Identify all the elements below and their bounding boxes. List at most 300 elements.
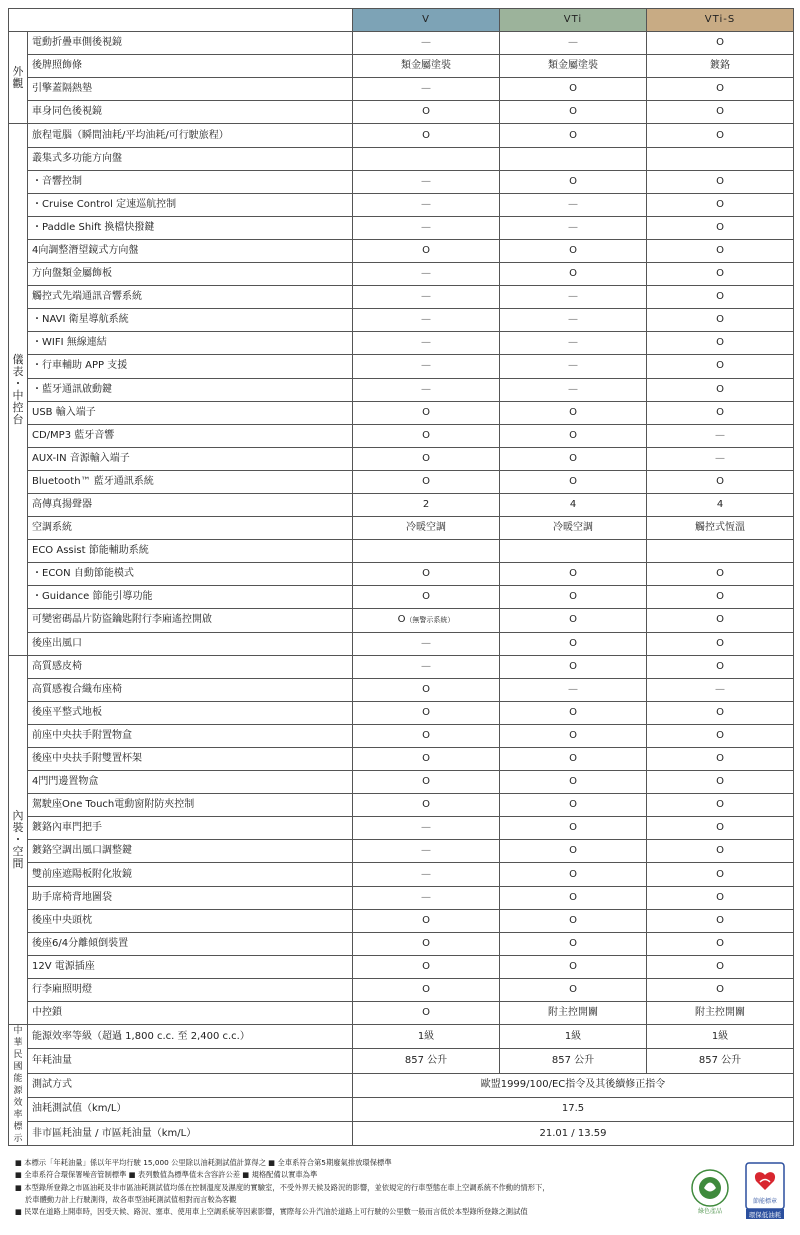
value-text: — xyxy=(568,383,578,395)
value-cell xyxy=(500,424,647,447)
value-cell xyxy=(647,794,794,817)
value-text: O xyxy=(569,891,577,903)
value-cell xyxy=(353,517,500,540)
value-cell xyxy=(647,78,794,101)
value-text: O xyxy=(422,591,430,603)
value-cell xyxy=(500,1002,647,1025)
value-text: — xyxy=(715,429,725,441)
value-cell xyxy=(353,193,500,216)
value-text: O xyxy=(569,637,577,649)
table-row xyxy=(9,147,794,170)
value-cell xyxy=(647,701,794,724)
value-text: O xyxy=(569,868,577,880)
value-text: O xyxy=(716,614,724,626)
value-text: — xyxy=(421,314,431,326)
value-text: O xyxy=(422,244,430,256)
spec-table xyxy=(8,8,794,1146)
feature-label: 方向盤類金屬飾板 xyxy=(28,263,353,286)
table-row xyxy=(9,517,794,540)
table-row xyxy=(9,955,794,978)
table-row xyxy=(9,632,794,655)
value-text: O xyxy=(716,221,724,233)
value-text: O xyxy=(716,268,724,280)
value-text: — xyxy=(421,337,431,349)
table-row xyxy=(9,978,794,1001)
value-cell xyxy=(647,447,794,470)
value-text: O xyxy=(569,983,577,995)
feature-label: 助手席椅背地圖袋 xyxy=(28,886,353,909)
value-cell xyxy=(353,216,500,239)
value-cell xyxy=(353,678,500,701)
value-text: O xyxy=(716,568,724,580)
value-cell xyxy=(647,32,794,55)
value-text: O xyxy=(422,106,430,118)
value-text: O xyxy=(422,914,430,926)
value-cell xyxy=(647,909,794,932)
footnotes xyxy=(15,1157,675,1218)
value-cell xyxy=(500,678,647,701)
table-row xyxy=(9,216,794,239)
feature-label: ・ECON 自動節能模式 xyxy=(28,563,353,586)
value-cell xyxy=(500,170,647,193)
value-text: O xyxy=(716,845,724,857)
value-text: O xyxy=(569,960,577,972)
value-text: O xyxy=(716,314,724,326)
value-cell xyxy=(500,978,647,1001)
value-text: O xyxy=(716,822,724,834)
feature-label: 高傳真揚聲器 xyxy=(28,493,353,516)
value-cell xyxy=(647,239,794,262)
footnote-line: ■ 本標示「年耗油量」係以年平均行駛 15,000 公里除以油耗測試值計算得之 ■ 全車系符合第5期廢氣排放環保標準 xyxy=(15,1158,392,1167)
value-cell xyxy=(500,1049,647,1073)
value-cell xyxy=(353,401,500,424)
feature-label: ・Paddle Shift 換檔快撥鍵 xyxy=(28,216,353,239)
value-text: O xyxy=(716,383,724,395)
table-row xyxy=(9,470,794,493)
table-row xyxy=(9,794,794,817)
value-cell xyxy=(500,216,647,239)
value-cell xyxy=(647,724,794,747)
value-cell xyxy=(353,424,500,447)
table-row xyxy=(9,678,794,701)
value-cell xyxy=(353,586,500,609)
value-cell xyxy=(647,263,794,286)
value-cell xyxy=(647,493,794,516)
value-text: O xyxy=(569,175,577,187)
feature-label: 後座6/4分離傾倒裝置 xyxy=(28,932,353,955)
value-cell xyxy=(500,32,647,55)
value-cell xyxy=(353,886,500,909)
value-cell xyxy=(500,863,647,886)
value-cell xyxy=(500,263,647,286)
group-label: 外 觀 xyxy=(9,32,28,124)
value-cell xyxy=(500,470,647,493)
value-cell xyxy=(353,55,500,78)
value-cell xyxy=(353,493,500,516)
value-text: — xyxy=(568,337,578,349)
table-row xyxy=(9,840,794,863)
header-corner xyxy=(9,9,353,32)
value-text: — xyxy=(568,683,578,695)
table-row xyxy=(9,32,794,55)
table-row xyxy=(9,817,794,840)
column-header-vti: VTi xyxy=(500,9,647,32)
value-text: O xyxy=(716,198,724,210)
feature-label: Bluetooth™ 藍牙通訊系統 xyxy=(28,470,353,493)
value-cell xyxy=(353,1025,500,1049)
value-text: — xyxy=(568,198,578,210)
value-cell xyxy=(500,655,647,678)
green-mark-text: 綠色產品 xyxy=(697,1208,723,1215)
value-text: — xyxy=(421,383,431,395)
value-cell xyxy=(353,170,500,193)
value-cell xyxy=(500,1025,647,1049)
value-text: O xyxy=(569,83,577,95)
table-row xyxy=(9,586,794,609)
value-cell xyxy=(353,655,500,678)
feature-label: 引擎蓋隔熱墊 xyxy=(28,78,353,101)
value-text: — xyxy=(421,37,431,49)
value-cell xyxy=(647,101,794,124)
value-text: O xyxy=(569,406,577,418)
value-cell xyxy=(500,609,647,632)
value-text: O xyxy=(716,868,724,880)
value-cell xyxy=(500,563,647,586)
value-cell xyxy=(353,978,500,1001)
feature-label: 測試方式 xyxy=(28,1073,353,1097)
value-cell xyxy=(353,540,500,563)
value-cell xyxy=(353,78,500,101)
feature-label: CD/MP3 藍牙音響 xyxy=(28,424,353,447)
feature-label: 空調系統 xyxy=(28,517,353,540)
table-row xyxy=(9,563,794,586)
table-row xyxy=(9,263,794,286)
value-cell xyxy=(353,863,500,886)
feature-label: 後座中央扶手附雙置杯架 xyxy=(28,748,353,771)
value-cell xyxy=(353,609,500,632)
value-cell xyxy=(647,955,794,978)
feature-label: ・音響控制 xyxy=(28,170,353,193)
value-cell xyxy=(500,517,647,540)
value-text: O xyxy=(569,429,577,441)
value-cell xyxy=(647,748,794,771)
feature-label: 旅程電腦（瞬間油耗/平均油耗/可行駛旅程） xyxy=(28,124,353,147)
feature-label: ・藍牙通訊啟動鍵 xyxy=(28,378,353,401)
value-text: O xyxy=(422,960,430,972)
footnote-line: ■ 全車系符合環保署噪音管制標準 ■ 表列數值為標準值未含容許公差 ■ 規格配備以實車為準 xyxy=(15,1170,318,1180)
value-cell xyxy=(500,447,647,470)
feature-label: 年耗油量 xyxy=(28,1049,353,1073)
green-mark-logo xyxy=(692,1170,728,1215)
value-cell xyxy=(353,239,500,262)
energy-label-logo xyxy=(746,1163,784,1219)
table-row xyxy=(9,378,794,401)
feature-label: 高質感皮椅 xyxy=(28,655,353,678)
value-cell xyxy=(647,355,794,378)
feature-label: ・Guidance 節能引導功能 xyxy=(28,586,353,609)
value-text: O xyxy=(716,129,724,141)
value-text: O xyxy=(569,822,577,834)
value-text: — xyxy=(421,198,431,210)
value-text: O xyxy=(422,429,430,441)
value-text: O xyxy=(422,706,430,718)
group-label: 儀 表 ・ 中 控 台 xyxy=(9,124,28,655)
table-row xyxy=(9,55,794,78)
merged-value-cell: 17.5 xyxy=(353,1097,794,1121)
value-text: 1級 xyxy=(711,1030,729,1042)
merged-value-cell: 歐盟1999/100/EC指令及其後續修正指令 xyxy=(353,1073,794,1097)
value-cell xyxy=(647,586,794,609)
feature-label: ・NAVI 衛星導航系統 xyxy=(28,309,353,332)
value-text: O xyxy=(569,268,577,280)
feature-label: 12V 電源插座 xyxy=(28,955,353,978)
value-text: O xyxy=(422,568,430,580)
value-cell xyxy=(647,978,794,1001)
value-cell xyxy=(353,286,500,309)
feature-label: 後牌照飾條 xyxy=(28,55,353,78)
value-text: 857 公升 xyxy=(698,1054,742,1066)
value-text: 鍍鉻 xyxy=(710,60,730,72)
value-text: — xyxy=(421,845,431,857)
value-text: O xyxy=(422,683,430,695)
feature-label: ・行車輔助 APP 支援 xyxy=(28,355,353,378)
value-text: O xyxy=(569,706,577,718)
table-row xyxy=(9,239,794,262)
value-cell xyxy=(647,147,794,170)
value-cell xyxy=(353,101,500,124)
value-text: O xyxy=(569,914,577,926)
value-text: — xyxy=(421,175,431,187)
value-cell xyxy=(353,1002,500,1025)
table-row xyxy=(9,1121,794,1145)
value-text: — xyxy=(421,822,431,834)
value-cell xyxy=(353,355,500,378)
value-text: O xyxy=(422,406,430,418)
value-cell xyxy=(353,563,500,586)
feature-label: 4門門邊置物盒 xyxy=(28,771,353,794)
energy-label-text: 節能標章 xyxy=(752,1198,778,1205)
value-cell xyxy=(500,886,647,909)
table-row xyxy=(9,1025,794,1049)
value-text: — xyxy=(421,268,431,280)
value-cell xyxy=(647,470,794,493)
value-text: O xyxy=(716,753,724,765)
value-cell xyxy=(353,124,500,147)
feature-label: 後座出風口 xyxy=(28,632,353,655)
value-cell xyxy=(647,886,794,909)
value-cell xyxy=(353,724,500,747)
table-row xyxy=(9,701,794,724)
value-text: O xyxy=(716,729,724,741)
value-cell xyxy=(500,955,647,978)
table-row xyxy=(9,1049,794,1073)
value-cell xyxy=(500,101,647,124)
value-text: O xyxy=(716,406,724,418)
value-text: O xyxy=(422,1007,430,1019)
table-row xyxy=(9,193,794,216)
value-text: 附主控開關 xyxy=(548,1007,598,1019)
value-text: O xyxy=(716,637,724,649)
value-cell xyxy=(500,493,647,516)
feature-label: 觸控式先端通訊音響系統 xyxy=(28,286,353,309)
table-row xyxy=(9,78,794,101)
value-text: 冷暖空調 xyxy=(406,522,446,534)
value-cell xyxy=(647,55,794,78)
table-row xyxy=(9,886,794,909)
value-cell xyxy=(500,378,647,401)
value-text: 1級 xyxy=(417,1030,435,1042)
value-cell xyxy=(500,309,647,332)
footnote-line: ■ 本型錄所登錄之市區油耗及非市區油耗測試值均係在控制溫度及濕度的實驗室，不受外界天候及路況的影響，並依規定的行車型態在車上空調系統不作動的情形下， xyxy=(15,1182,550,1192)
value-cell xyxy=(647,771,794,794)
value-text: O xyxy=(716,914,724,926)
value-text: — xyxy=(421,221,431,233)
value-text: O xyxy=(716,891,724,903)
value-text: O xyxy=(569,776,577,788)
feature-label: 4向調整潛望鏡式方向盤 xyxy=(28,239,353,262)
value-text: O xyxy=(716,799,724,811)
value-text: O xyxy=(569,129,577,141)
group-label: 內 裝 ・ 空 間 xyxy=(9,655,28,1025)
value-cell xyxy=(500,124,647,147)
value-cell xyxy=(500,840,647,863)
value-text: 類金屬塗裝 xyxy=(401,60,451,72)
eco-caption-text: 環保低油耗 xyxy=(748,1211,782,1219)
feature-label: 中控鎖 xyxy=(28,1002,353,1025)
value-text: O xyxy=(397,614,406,626)
table-row xyxy=(9,401,794,424)
value-cell xyxy=(500,78,647,101)
table-row xyxy=(9,771,794,794)
value-cell xyxy=(647,840,794,863)
footnote-line: ■ 民眾在道路上開車時，因受天候、路況、塞車、使用車上空調系統等因素影響，實際每公升汽油於道路上可行駛的公里數一般而言低於本型錄所登錄之測試值 xyxy=(15,1207,528,1217)
feature-label: 鍍鉻空調出風口調整鍵 xyxy=(28,840,353,863)
value-text: 1級 xyxy=(564,1030,582,1042)
value-text: O xyxy=(716,960,724,972)
value-text: O xyxy=(569,244,577,256)
table-row xyxy=(9,309,794,332)
value-text: O xyxy=(569,591,577,603)
value-text: O xyxy=(716,706,724,718)
value-cell xyxy=(500,147,647,170)
table-row xyxy=(9,1002,794,1025)
value-cell xyxy=(353,309,500,332)
value-cell xyxy=(500,332,647,355)
feature-label: 前座中央扶手附置物盒 xyxy=(28,724,353,747)
value-cell xyxy=(353,263,500,286)
table-row xyxy=(9,332,794,355)
value-text: 附主控開關 xyxy=(695,1007,745,1019)
value-cell xyxy=(647,216,794,239)
value-cell xyxy=(647,286,794,309)
footnote-line: 於車體動力計上行駛測得，故各車型油耗測試值相對而言較為客觀 xyxy=(25,1194,237,1204)
value-text: 857 公升 xyxy=(404,1054,448,1066)
feature-label: 非市區耗油量 / 市區耗油量（km/L） xyxy=(28,1121,353,1145)
header-row xyxy=(9,9,794,32)
table-row xyxy=(9,355,794,378)
value-text: — xyxy=(421,868,431,880)
value-text: 4 xyxy=(716,499,724,511)
feature-label: 可變密碼晶片防盜鑰匙附行李廂遙控開啟 xyxy=(28,609,353,632)
feature-label: 能源效率等級（超過 1,800 c.c. 至 2,400 c.c.） xyxy=(28,1025,353,1049)
value-cell xyxy=(647,309,794,332)
value-text: O xyxy=(716,660,724,672)
value-cell xyxy=(647,540,794,563)
feature-label: 駕駛座One Touch電動窗附防夾控制 xyxy=(28,794,353,817)
value-cell xyxy=(500,724,647,747)
value-text: 類金屬塗裝 xyxy=(548,60,598,72)
value-cell xyxy=(647,863,794,886)
value-cell xyxy=(500,701,647,724)
value-text: — xyxy=(421,360,431,372)
value-text: O xyxy=(422,475,430,487)
value-cell xyxy=(647,170,794,193)
value-text: O xyxy=(569,568,577,580)
value-text: O xyxy=(569,753,577,765)
feature-label: 雙前座遮陽板附化妝鏡 xyxy=(28,863,353,886)
value-note: （無警示系統） xyxy=(405,616,455,625)
feature-label: 叢集式多功能方向盤 xyxy=(28,147,353,170)
table-row xyxy=(9,424,794,447)
value-text: O xyxy=(569,106,577,118)
value-text: — xyxy=(421,660,431,672)
value-text: O xyxy=(716,475,724,487)
value-cell xyxy=(500,355,647,378)
value-cell xyxy=(353,771,500,794)
value-text: O xyxy=(422,776,430,788)
feature-label: AUX-IN 音源輸入端子 xyxy=(28,447,353,470)
feature-label: 電動折疊車側後視鏡 xyxy=(28,32,353,55)
value-text: 2 xyxy=(422,499,430,511)
table-row xyxy=(9,124,794,147)
table-row xyxy=(9,170,794,193)
value-cell xyxy=(500,540,647,563)
feature-label: 行李廂照明燈 xyxy=(28,978,353,1001)
value-cell xyxy=(500,771,647,794)
value-text: — xyxy=(421,291,431,303)
value-cell xyxy=(353,32,500,55)
value-text: O xyxy=(716,337,724,349)
value-cell xyxy=(647,193,794,216)
spec-body xyxy=(9,32,794,1146)
group-label: 中 華 民 國 能 源 效 率 標 示 xyxy=(9,1025,28,1146)
value-cell xyxy=(500,401,647,424)
value-text: — xyxy=(715,452,725,464)
value-text: O xyxy=(569,799,577,811)
value-text: O xyxy=(716,175,724,187)
value-text: O xyxy=(716,591,724,603)
feature-label: 後座平整式地板 xyxy=(28,701,353,724)
value-cell xyxy=(353,840,500,863)
value-cell xyxy=(500,932,647,955)
feature-label: 後座中央頭枕 xyxy=(28,909,353,932)
value-text: O xyxy=(569,845,577,857)
feature-label: 車身同色後視鏡 xyxy=(28,101,353,124)
value-cell xyxy=(647,124,794,147)
value-text: O xyxy=(569,475,577,487)
value-text: O xyxy=(716,983,724,995)
value-cell xyxy=(353,817,500,840)
value-cell xyxy=(647,1025,794,1049)
table-row xyxy=(9,609,794,632)
value-text: 857 公升 xyxy=(551,1054,595,1066)
value-cell xyxy=(647,932,794,955)
value-cell xyxy=(647,1049,794,1073)
feature-label: ・Cruise Control 定速巡航控制 xyxy=(28,193,353,216)
value-text: — xyxy=(568,37,578,49)
value-text: O xyxy=(422,729,430,741)
value-text: O xyxy=(569,452,577,464)
